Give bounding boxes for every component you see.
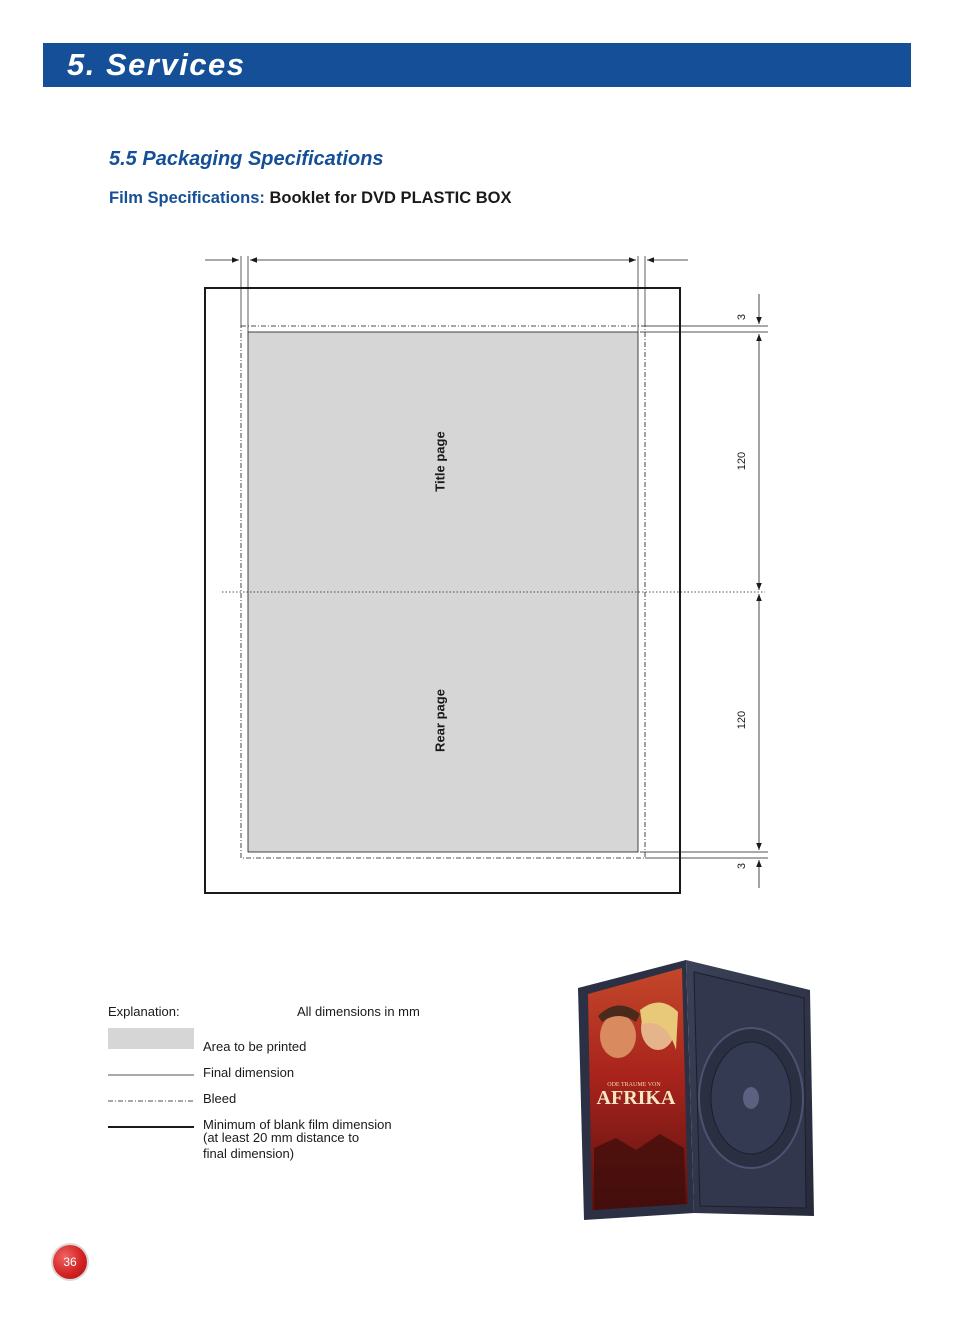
dim-lower: 120 [736,710,748,730]
legend-print-swatch [108,1028,194,1049]
subhead-value: Booklet for DVD PLASTIC BOX [269,189,512,207]
title-page-label: Title page [432,431,448,492]
page-title: 5. Services [67,47,246,82]
units-note: All dimensions in mm [297,1004,420,1019]
dvd-case-photo [576,958,816,1223]
section-title: 5.5 Packaging Specifications [109,148,384,170]
page-number-badge: 36 [53,1245,87,1279]
dim-bottom-bleed: 3 [736,862,748,870]
dim-upper: 120 [736,451,748,471]
subhead-label: Film Specifications: [109,189,265,207]
legend-min-film-text-3: final dimension) [203,1146,295,1161]
legend-final-text: Final dimension [203,1065,295,1080]
cover-title: AFRIKA [596,1087,676,1109]
cover-subtitle: ODE TRAUME VON [607,1082,661,1088]
explanation-heading: Explanation: [108,1004,180,1019]
legend-min-film-text-1: Minimum of blank film dimension [203,1117,392,1132]
rear-page-label: Rear page [432,689,448,752]
legend-min-film-text-2: (at least 20 mm distance to [203,1130,360,1145]
legend-bleed-text: Bleed [203,1091,237,1106]
legend-print-text: Area to be printed [203,1039,307,1054]
dim-top-bleed: 3 [736,313,748,321]
